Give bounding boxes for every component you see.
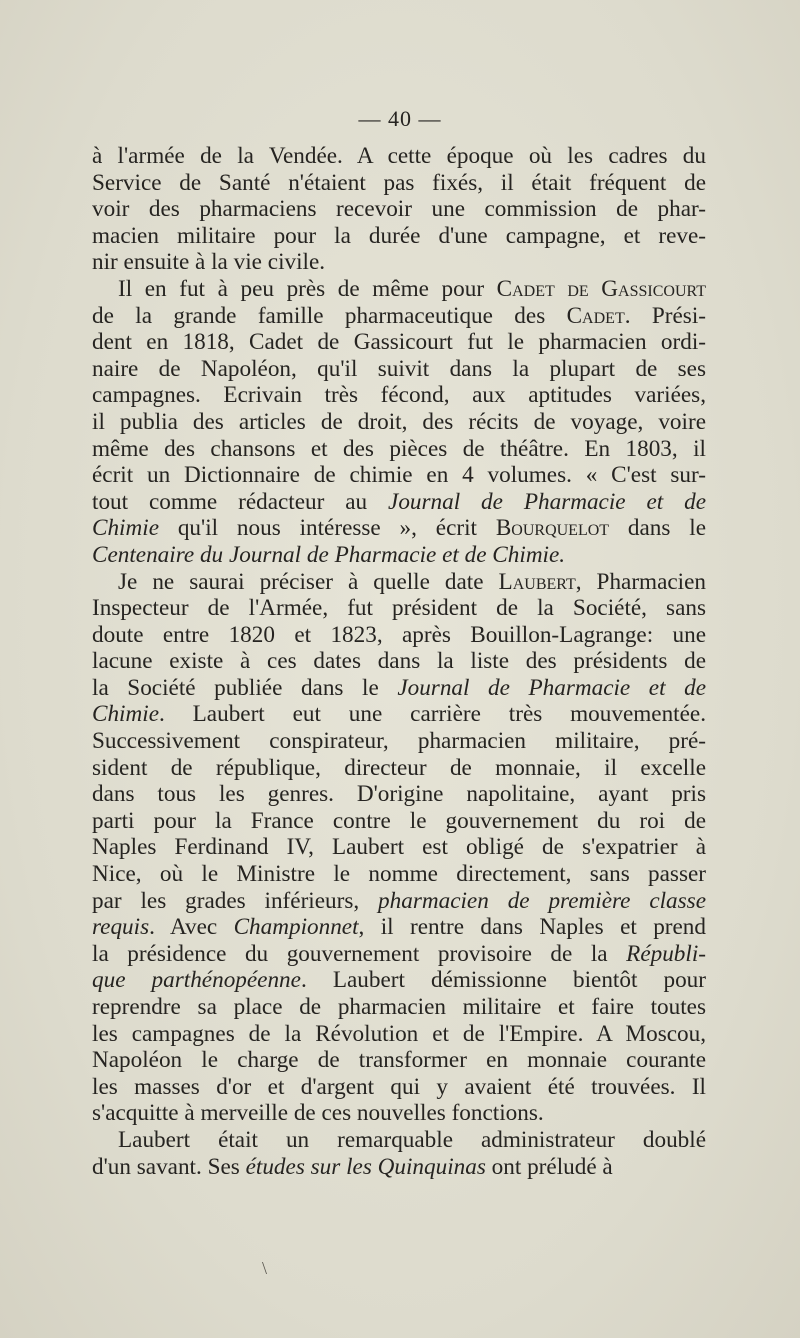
text-span: parti pour la France contre le gouvernement du roi de bbox=[92, 807, 706, 834]
text-span: macien militaire pour la durée d'une campagne, et reve- bbox=[92, 222, 706, 249]
text-span: sident de république, directeur de monnaie, il excelle bbox=[92, 754, 706, 781]
text-line bbox=[92, 1074, 706, 1101]
italic-text: Chimie bbox=[92, 515, 159, 542]
text-span: dans tous les genres. D'origine napolitaine, ayant pris bbox=[92, 781, 706, 808]
text-line bbox=[92, 303, 706, 330]
text-line bbox=[92, 223, 706, 250]
text-span: doute entre 1820 et 1823, après Bouillon-Lagrange: une bbox=[92, 621, 706, 648]
text-line bbox=[92, 622, 706, 649]
small-caps-name: Cadet bbox=[566, 302, 625, 329]
text-span: campagnes. Ecrivain très fécond, aux aptitudes variées, bbox=[92, 382, 706, 409]
text-span: . Avec bbox=[149, 914, 234, 941]
text-line bbox=[92, 143, 706, 170]
text-line bbox=[92, 675, 706, 702]
text-line bbox=[92, 967, 706, 994]
text-line bbox=[92, 914, 706, 941]
text-line bbox=[92, 462, 706, 489]
text-line bbox=[92, 329, 706, 356]
text-span: Il en fut à peu près de même pour bbox=[118, 275, 497, 302]
text-span: il publia des articles de droit, des récits de voyage, voire bbox=[92, 408, 706, 435]
text-span: . Laubert démissionne bientôt pour bbox=[300, 967, 706, 994]
text-span: reprendre sa place de pharmacien militaire et faire toutes bbox=[92, 994, 706, 1020]
text-span: par les grades inférieurs, bbox=[92, 887, 379, 914]
italic-text: Journal de Pharmacie et de bbox=[388, 488, 706, 515]
italic-text: pharmacien de première classe bbox=[378, 887, 706, 914]
text-span: d'un savant. Ses bbox=[92, 1153, 246, 1180]
italic-text: requis bbox=[92, 914, 150, 941]
text-line bbox=[92, 648, 706, 675]
text-line bbox=[92, 1127, 706, 1154]
text-span: Service de Santé n'étaient pas fixés, il était fréquent de bbox=[92, 169, 706, 196]
text-span: Je ne saurai préciser à quelle date bbox=[118, 568, 499, 595]
text-line bbox=[92, 489, 706, 516]
text-span: . Prési- bbox=[624, 302, 706, 329]
text-span: écrit un Dictionnaire de chimie en 4 volumes. « C'est sur- bbox=[92, 462, 706, 489]
text-span: , Pharmacien bbox=[575, 568, 707, 595]
text-line bbox=[92, 436, 706, 463]
page-number: — 40 — bbox=[358, 106, 442, 131]
text-span: nir ensuite à la vie civile. bbox=[92, 249, 326, 276]
text-span: ont préludé à bbox=[485, 1153, 613, 1180]
text-span: Nice, où le Ministre le nomme directement, sans passer bbox=[92, 861, 706, 888]
text-line bbox=[92, 409, 706, 436]
text-span: qu'il nous intéresse », écrit bbox=[158, 515, 496, 542]
text-span: dans le bbox=[609, 515, 706, 542]
text-line bbox=[92, 861, 706, 888]
text-line bbox=[92, 382, 706, 409]
small-caps-name: Laubert bbox=[498, 568, 576, 595]
text-span: Laubert était un remarquable administrateur doublé bbox=[118, 1126, 706, 1153]
italic-text: Républi- bbox=[626, 940, 706, 967]
text-span: , il rentre dans Naples et prend bbox=[358, 914, 706, 941]
text-span: Inspecteur de l'Armée, fut président de la Société, sans bbox=[92, 595, 706, 622]
small-caps-name: Bourquelot bbox=[495, 515, 610, 542]
text-span: à l'armée de la Vendée. A cette époque où les cadres du bbox=[92, 143, 706, 169]
text-span: lacune existe à ces dates dans la liste des présidents de bbox=[92, 648, 706, 675]
body-text bbox=[92, 143, 706, 1180]
text-line bbox=[92, 1047, 706, 1074]
text-span: la présidence du gouvernement provisoire de la bbox=[92, 940, 627, 967]
italic-text: études sur les Quinquinas bbox=[245, 1153, 486, 1180]
text-line bbox=[92, 1021, 706, 1048]
text-line bbox=[92, 941, 706, 968]
text-span: Successivement conspirateur, pharmacien militaire, pré- bbox=[92, 728, 706, 755]
text-line bbox=[92, 781, 706, 808]
small-caps-name: Cadet de Gassicourt bbox=[496, 275, 706, 302]
text-span: . Laubert eut une carrière très mouvementée. bbox=[158, 701, 706, 728]
text-span: dent en 1818, Cadet de Gassicourt fut le pharmacien ordi- bbox=[92, 329, 706, 356]
text-span: Napoléon le charge de transformer en monnaie courante bbox=[92, 1047, 706, 1074]
text-line bbox=[92, 755, 706, 782]
text-span: de la grande famille pharmaceutique des bbox=[92, 302, 567, 329]
text-line bbox=[92, 808, 706, 835]
text-line bbox=[92, 1154, 706, 1181]
text-span: les masses d'or et d'argent qui y avaient été trouvées. Il bbox=[92, 1073, 706, 1100]
text-line bbox=[92, 888, 706, 915]
italic-text: Chimie bbox=[92, 701, 159, 728]
text-line bbox=[92, 249, 706, 276]
text-span: voir des pharmaciens recevoir une commission de phar- bbox=[92, 196, 706, 223]
text-line bbox=[92, 170, 706, 197]
text-line bbox=[92, 701, 706, 728]
text-span: s'acquitte à merveille de ces nouvelles fonctions. bbox=[92, 1100, 544, 1127]
text-line bbox=[92, 834, 706, 861]
text-span: tout comme rédacteur au bbox=[92, 488, 389, 515]
text-line bbox=[92, 994, 706, 1021]
text-line bbox=[92, 728, 706, 755]
bottom-mark: \ bbox=[262, 1258, 268, 1278]
text-line bbox=[92, 356, 706, 383]
text-span: Naples Ferdinand IV, Laubert est obligé de s'expatrier à bbox=[92, 834, 706, 861]
italic-text: que parthénopéenne bbox=[92, 967, 301, 994]
text-line bbox=[92, 1100, 706, 1127]
text-line bbox=[92, 542, 706, 569]
text-span: la Société publiée dans le bbox=[92, 674, 398, 701]
text-span: naire de Napoléon, qu'il suivit dans la plupart de ses bbox=[92, 355, 706, 382]
italic-text: Championnet bbox=[233, 914, 359, 941]
text-span: même des chansons et des pièces de théâtre. En 1803, il bbox=[92, 435, 706, 462]
text-line bbox=[92, 569, 706, 596]
italic-text: Journal de Pharmacie et de bbox=[397, 674, 706, 701]
text-line bbox=[92, 276, 706, 303]
text-line bbox=[92, 196, 706, 223]
text-line bbox=[92, 515, 706, 542]
text-span: les campagnes de la Révolution et de l'Empire. A Moscou, bbox=[92, 1020, 706, 1047]
italic-text: Centenaire du Journal de Pharmacie et de Chimie. bbox=[92, 541, 566, 568]
text-line bbox=[92, 595, 706, 622]
